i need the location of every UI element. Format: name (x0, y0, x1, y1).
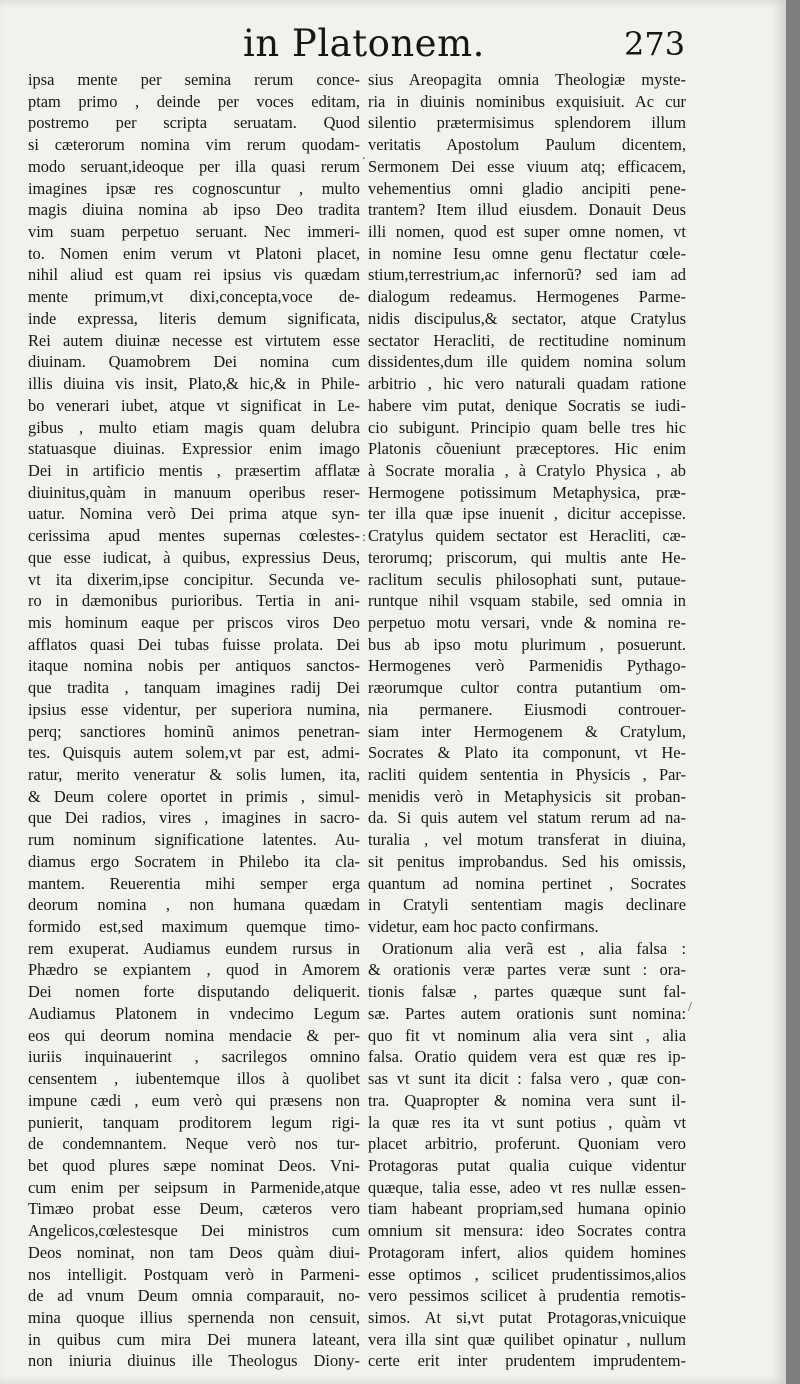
text-line: que Dei radios, vires , imagines in sacro- (28, 808, 360, 828)
text-line: si cæterorum nomina vim rerum quodam- (28, 135, 360, 155)
text-line: eos qui deorum nomina mendacie & per- (28, 1025, 360, 1045)
running-title: in Platonem. (243, 22, 485, 65)
text-line: runtque nihil vsquam stabile, sed omnia in (368, 591, 686, 611)
text-line: dissidentes,dum ille quidem nomina solum (368, 352, 686, 372)
text-line: magis diuina nomina ab ipso Deo tradita (28, 200, 360, 220)
text-line: vim suam perpetuo seruant. Nec immeri- (28, 222, 360, 242)
text-line: Platonis cõueniunt præceptores. Hic enim (368, 439, 686, 459)
text-line: iuriis inquinauerint , sacrilegos omnino (28, 1047, 360, 1067)
text-line: Rei autem diuinæ necesse est virtutem esse (28, 330, 360, 350)
text-line: bus ab ipso motu plurimum , posuerunt. (368, 634, 686, 654)
text-line: uatur. Nomina verò Dei prima atque syn- (28, 504, 360, 524)
text-line: to. Nomen enim verum vt Platoni placet, (28, 243, 360, 263)
text-line: impune cædi , eum verò qui præsens non (28, 1090, 360, 1110)
text-line: nos intelligit. Postquam verò in Parmeni- (28, 1264, 360, 1284)
text-line: itaque nomina nobis per antiquos sanctos- (28, 656, 360, 676)
text-line: Timæo probat esse Deum, cæteros vero (28, 1199, 360, 1219)
margin-mark: . (362, 148, 366, 163)
page-number: 273 (624, 25, 686, 63)
text-line: mis hominum eaque per priscos viros Deo (28, 612, 360, 632)
text-line: vero pessimos scilicet à prudentia remotis- (368, 1286, 686, 1306)
text-line: racliti quidem sententia in Physicis , Par- (368, 765, 686, 784)
text-line: turalia , vel motum transferat in diuina, (368, 830, 686, 850)
margin-mark: : (362, 530, 366, 545)
text-line: rem exuperat. Audiamus eundem rursus in (28, 938, 360, 958)
text-line: que esse iudicat, à quibus, expressius Deus, (28, 547, 360, 567)
text-line: Deos nominat, non tam Deos quàm diui- (28, 1242, 360, 1262)
text-line: de condemnantem. Neque verò nos tur- (28, 1134, 360, 1154)
text-line: ria in diuinis nominibus exquisiuit. Ac cur (368, 91, 686, 111)
text-line: ptam primo , deinde per voces editam, (28, 91, 360, 111)
text-line: Socrates & Plato ita componunt, vt He- (368, 743, 686, 763)
text-line: formido est,sed maximum quemque timo- (28, 917, 360, 937)
text-line: nia permanere. Eiusmodi controuer- (368, 699, 686, 719)
text-line: quæque, talia esse, adeo vt res nullæ essen- (368, 1177, 686, 1197)
text-line: silentio prætermisimus splendorem illum (368, 113, 686, 133)
text-line: la quæ res ita vt sunt potius , quàm vt (368, 1112, 686, 1132)
text-line: terorumq; priscorum, qui multis ante He- (368, 547, 686, 567)
text-line: Dei nomen forte disputando deliquerit. (28, 982, 360, 1002)
text-line: & orationis veræ partes veræ sunt : ora- (368, 960, 686, 980)
text-line: sæ. Partes autem orationis sunt nomina: (368, 1003, 686, 1023)
text-line: raclitum seculis philosophati sunt, putaue- (368, 569, 686, 589)
text-line: ipsa mente per semina rerum conce- (28, 70, 360, 89)
text-line: falsa. Oratio quidem vera est quæ res ip- (368, 1047, 686, 1067)
text-line: ter illa quæ ipse inuenit , dicitur accepisse. (368, 504, 686, 524)
text-line: Orationum alia verã est , alia falsa : (382, 938, 686, 958)
text-line: illi nomen, quod est super omne nomen, vt (368, 222, 686, 242)
text-line: tionis falsæ , partes quæque sunt fal- (368, 982, 686, 1002)
text-line: diamus ergo Socratem in Philebo ita cla- (28, 851, 360, 871)
text-line: inde expressa, literis demum significata, (28, 308, 360, 328)
text-line: quo fit vt nominum alia vera sint , alia (368, 1025, 686, 1045)
text-line: vehementius omni gladio ancipiti pene- (368, 178, 686, 198)
text-line: que tradita , tanquam imagines radij Dei (28, 678, 360, 698)
text-line: & Deum colere oportet in primis , simul- (28, 786, 360, 806)
text-line: afflatos quasi Dei tubas fuisse prolata. Dei (28, 634, 360, 654)
text-line: cum enim per seipsum in Parmenide,atque (28, 1177, 360, 1197)
text-line: nihil aliud est quam rei ipsius vis quædam (28, 265, 360, 285)
text-line: vera illa sint quæ quilibet opinatur , nullum (368, 1329, 686, 1349)
text-line: placet arbitrio, proferunt. Quoniam vero (368, 1134, 686, 1154)
text-line: Hermogene potissimum Metaphysica, præ- (368, 482, 686, 502)
text-line: statuasque diuinas. Expressior enim imago (28, 439, 360, 459)
text-line: certe erit inter prudentem imprudentem- (368, 1351, 686, 1371)
text-line: ro in dæmonibus purioribus. Tertia in ani- (28, 591, 360, 611)
text-line: in quibus cum mira Dei munera lateant, (28, 1329, 360, 1349)
text-line: siam inter Hermogenem & Cratylum, (368, 721, 686, 741)
text-line: bet quod plures sæpe nominat Deos. Vni- (28, 1155, 360, 1175)
text-line: perpetuo motu versari, vnde & nomina re- (368, 612, 686, 632)
text-line: tiam habeant propriam,sed humana opinio (368, 1199, 686, 1219)
text-line: tes. Quisquis autem solem,vt par est, admi- (28, 743, 360, 763)
text-line: Audiamus Platonem in vndecimo Legum (28, 1003, 360, 1023)
text-line: Angelicos,cœlestesque Dei ministros cum (28, 1221, 360, 1241)
text-line: gibus , multo etiam magis quam delubra (28, 417, 360, 437)
text-line: vt ita dixerim,ipse concipitur. Secunda ve- (28, 569, 360, 589)
text-line: Protagoras putat qualia cuique videntur (368, 1155, 686, 1175)
text-line: cerissima apud mentes supernas cœlestes- (28, 526, 360, 546)
text-line: modo seruant,ideoque per illa quasi rerum (28, 156, 360, 176)
text-line: postremo per scripta seruatam. Quod (28, 113, 360, 133)
text-line: omnium sit mensura: ideo Socrates contra (368, 1221, 686, 1241)
right-text-column (368, 69, 686, 1372)
text-line: habere vim putat, denique Socratis se iudi- (368, 395, 686, 415)
text-line: ratur, merito veneratur & solis lumen, ita, (28, 765, 360, 784)
text-line: Phædro se expiantem , quod in Amorem (28, 960, 360, 980)
text-line: nidis discipulus,& sectator, atque Cratylus (368, 308, 686, 328)
text-line: trantem? Item illud eiusdem. Donauit Deus (368, 200, 686, 220)
text-line: da. Si quis autem vel statum rerum ad na- (368, 808, 686, 828)
text-line: tra. Quapropter & nomina vera sunt il- (368, 1090, 686, 1110)
text-line: perq; sanctiores hominũ animos penetran- (28, 721, 360, 741)
left-text-column (28, 69, 360, 1372)
text-line: non iniuria diuinus ille Theologus Diony- (28, 1351, 360, 1371)
text-line: dialogum redeamus. Hermogenes Parme- (368, 287, 686, 307)
text-line: in nomine Iesu omne genu flectatur cœle- (368, 243, 686, 263)
text-line: deorum nomina , non humana quædam (28, 895, 360, 915)
text-line: punierit, tanquam proditorem legum rigi- (28, 1112, 360, 1132)
text-line: ipsius esse videntur, per superiora numina, (28, 699, 360, 719)
text-line: mina quoque illius spernenda non censuit, (28, 1307, 360, 1327)
text-line: censentem , iubentemque illos à quolibet (28, 1069, 360, 1089)
text-line: imagines ipsæ res cognoscuntur , multo (28, 178, 360, 198)
text-line: de ad vnum Deum omnia comparauit, no- (28, 1286, 360, 1306)
text-line: bo venerari iubet, atque vt significat in Le- (28, 395, 360, 415)
text-line: sectator Heracliti, de rectitudine nominum (368, 330, 686, 350)
text-line: rum nominum significatione latentes. Au- (28, 830, 360, 850)
text-line: arbitrio , hic vero naturali quadam ratione (368, 374, 686, 394)
text-line: sit penitus improbandus. Sed his omissis, (368, 851, 686, 871)
text-line: ræorumque cultor contra putantium om- (368, 678, 686, 698)
text-line: sius Areopagita omnia Theologiæ myste- (368, 70, 686, 89)
text-line: in Cratyli sententiam magis declinare (368, 895, 686, 915)
text-line: illis diuina vis insit, Plato,& hic,& in Phile- (28, 374, 360, 394)
text-line: sas vt sunt ita dicit : falsa vero , quæ con- (368, 1069, 686, 1089)
text-line: diuinam. Quamobrem Dei nomina cum (28, 352, 360, 372)
text-line: à Socrate moralia , à Cratylo Physica , ab (368, 460, 686, 480)
text-line: esse optimos , scilicet prudentissimos,alios (368, 1264, 686, 1284)
text-line: videtur, eam hoc pacto confirmans. (368, 917, 599, 937)
text-line: veritatis Apostolum Paulum dicentem, (368, 135, 686, 155)
text-line: quantum ad nomina pertinet , Socrates (368, 873, 686, 893)
text-line: mantem. Reuerentia mihi semper erga (28, 873, 360, 893)
text-line: Sermonem Dei esse viuum atq; efficacem, (368, 156, 686, 176)
text-line: Cratylus quidem sectator est Heracliti, cæ- (368, 526, 686, 546)
margin-mark: / (688, 1000, 692, 1015)
text-line: mente primum,vt dixi,concepta,voce de- (28, 287, 360, 307)
text-line: cio subigunt. Principio quam belle tres hic (368, 417, 686, 437)
text-line: Dei in artificio mentis , præsertim afflatæ (28, 460, 360, 480)
page-header (0, 12, 786, 72)
text-line: Protagoram infert, alios quidem homines (368, 1242, 686, 1262)
text-line: Hermogenes verò Parmenidis Pythago- (368, 656, 686, 676)
text-line: menidis verò in Metaphysicis sit proban- (368, 786, 686, 806)
text-line: diuinitus,quàm in manuum operibus reser- (28, 482, 360, 502)
text-line: simos. At si,vt putat Protagoras,vnicuique (368, 1307, 686, 1327)
text-line: stium,terrestrium,ac infernorũ? sed iam ad (368, 265, 686, 285)
